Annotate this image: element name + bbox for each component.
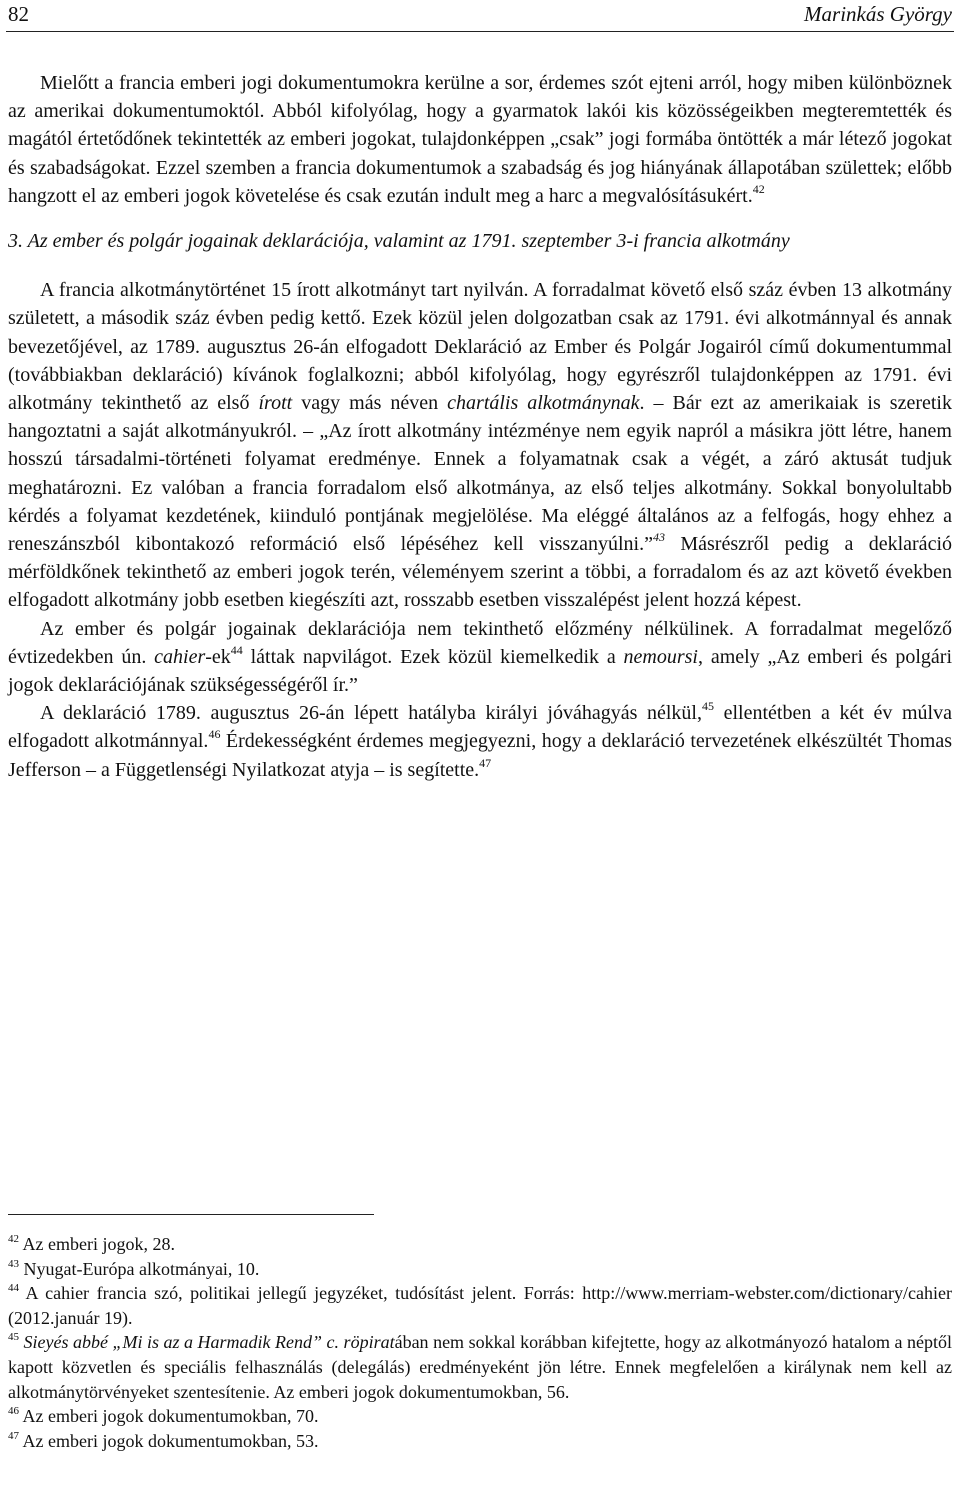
paragraph-4 (8, 699, 952, 784)
footnote-ref-45[interactable]: 45 (701, 699, 714, 714)
footnote-text: Az emberi jogok, 28. (19, 1234, 175, 1254)
footnote-italic-title: Sieyés abbé „Mi is az a Harmadik Rend” c. röpirat (19, 1332, 395, 1353)
paragraph-2-text-f: Másrészről pedig a deklaráció mérföldkőnek tekinthető az emberi jogok terén, véleményem szerint a többi, a forradalom és az azt követő években elfogadott alkotmány jobb esetben kiegészíti azt, rosszabb esetben visszalépést jelent hozzá képest. (8, 533, 952, 612)
page-header (8, 0, 952, 28)
paragraph-2 (8, 276, 952, 614)
footnote-43 (8, 1257, 952, 1282)
page-number: 82 (8, 2, 29, 26)
footnote-45 (8, 1330, 952, 1404)
paragraph-3-italic-nemoursi: nemoursi (623, 645, 698, 668)
paragraph-2-italic-irott: írott (258, 392, 293, 415)
footnote-ref-43[interactable]: 43 (652, 530, 665, 545)
paragraph-4-text-a: A deklaráció 1789. augusztus 26-án lépett hatályba királyi jóváhagyás nélkül, (40, 702, 702, 725)
paragraph-2-text-c: vagy más néven (292, 392, 448, 415)
paragraph-3-text-f: , amely „Az emberi és polgári jogok deklarációjának szükségességéről ír.” (8, 645, 953, 697)
paragraph-2-text-e: . – Bár ezt az amerikaiak is szeretik hangoztatni a saját alkotmányukról. – „Az írott alkotmány intézménye nem egyik napról a másikra jött létre, hanem hosszú társadalmi-történeti folyamat eredménye. Ennek a folyamatnak csak a végét, a záró aktusát tudjuk meghatározni. Ez valóban a francia forradalom első alkotmánya, az első teljes alkotmány. Sokkal bonyolultabb kérdés a folyamat kezdetének, kiinduló pontjának megjelölése. Ma eléggé általános az a felfogás, hogy ehhez a reneszánszból kibontakozó reformáció első lépéséhez kell visszanyúlni.” (8, 392, 952, 556)
footnote-number: 45 (8, 1331, 19, 1344)
paragraph-1 (8, 69, 952, 210)
paragraph-3-text-c: -ek (205, 645, 231, 668)
footnotes (8, 1232, 952, 1453)
paragraph-1-text: Mielőtt a francia emberi jogi dokumentumokra kerülne a sor, érdemes szót ejteni arról, hogy miben különböznek az amerikai dokumentumoktól. Abból kifolyólag, hogy a gyarmatok lakói kis közösségeikben megteremtették és magától értetődőnek tekintették az emberi jogokat, tulajdonképpen „csak” jogi formába öntötték a már létező jogokat és szabadságokat. Ezzel szemben a francia dokumentumok a szabadság és jog hiányának állapotában születtek; előbb hangzott el az emberi jogok követelése és csak ezután indult meg a harc a megvalósításukért. (8, 72, 952, 207)
paragraph-3-text-a: Az ember és polgár jogainak deklarációja nem tekinthető előzmény nélkülinek. A forradalmat megelőző évtizedekben ún. (8, 617, 952, 668)
paragraph-2-italic-chartalis: chartális alkotmánynak (447, 392, 640, 415)
running-head-author: Marinkás György (804, 2, 952, 26)
body-text (8, 69, 952, 784)
footnote-ref-44[interactable]: 44 (230, 642, 243, 657)
paragraph-3-italic-cahier: cahier (154, 645, 206, 668)
paragraph-2-text-a: A francia alkotmánytörténet 15 írott alkotmányt tart nyilván. A forradalmat követő első száz évben 13 alkotmány született, a második száz évben pedig kettő. Ezek közül jelen dolgozatban csak az 1791. évi alkotmánnyal és annak bevezetőjével, az 1789. augusztus 26-án elfogadott Deklaráció az Ember és Polgár Jogairól című dokumentummal (továbbiakban deklaráció) kívánok foglalkozni; abból kifolyólag, hogy egyrészről tulajdonképpen az 1791. évi alkotmány tekinthető az első (8, 279, 952, 415)
section-heading: 3. Az ember és polgár jogainak deklarációja, valamint az 1791. szeptember 3-i francia alkotmány (8, 230, 790, 253)
footnote-text: Az emberi jogok dokumentumokban, 70. (19, 1406, 319, 1427)
paragraph-3 (8, 615, 952, 700)
footnote-ref-47[interactable]: 47 (479, 755, 492, 770)
footnote-42 (8, 1232, 952, 1257)
footnote-text: A cahier francia szó, politikai jellegű jegyzéket, tudósítást jelent. Forrás: http://www.merriam-webster.com/dictionary/cahier (2012.január 19). (8, 1283, 952, 1328)
paragraph-4-text-b: ellentétben a két év múlva elfogadott alkotmánnyal. (8, 702, 952, 753)
footnote-separator (8, 1214, 374, 1215)
footnote-text: ában nem sokkal korábban kifejtette, hogy az alkotmányozó hatalom a néptől kapott közvetlen és speciális felhasználás (delegálás) eredményeként jön létre. Ennek megfelelően a királynak nem kell az alkotmánytörvényeket szentesítenie. Az emberi jogok dokumentumokban, 56. (8, 1332, 952, 1402)
footnote-number: 47 (8, 1429, 19, 1442)
footnote-number: 42 (8, 1233, 19, 1245)
footnote-46 (8, 1404, 952, 1429)
footnote-number: 44 (8, 1282, 19, 1295)
paragraph-3-text-d: láttak napvilágot. Ezek közül kiemelkedik a (242, 645, 624, 668)
footnote-number: 43 (8, 1257, 19, 1270)
header-rule (6, 31, 954, 32)
footnote-47 (8, 1429, 952, 1454)
footnote-text: Nyugat-Európa alkotmányai, 10. (19, 1258, 260, 1279)
footnote-text: Az emberi jogok dokumentumokban, 53. (19, 1430, 319, 1451)
footnote-44 (8, 1281, 952, 1330)
footnote-number: 46 (8, 1405, 19, 1418)
footnote-ref-42[interactable]: 42 (752, 181, 765, 196)
footnote-ref-46[interactable]: 46 (208, 727, 221, 742)
paragraph-4-text-c: Érdekességként érdemes megjegyezni, hogy a deklaráció tervezetének elkészültét Thomas Jefferson – a Függetlenségi Nyilatkozat atyja – is segítette. (8, 730, 952, 781)
